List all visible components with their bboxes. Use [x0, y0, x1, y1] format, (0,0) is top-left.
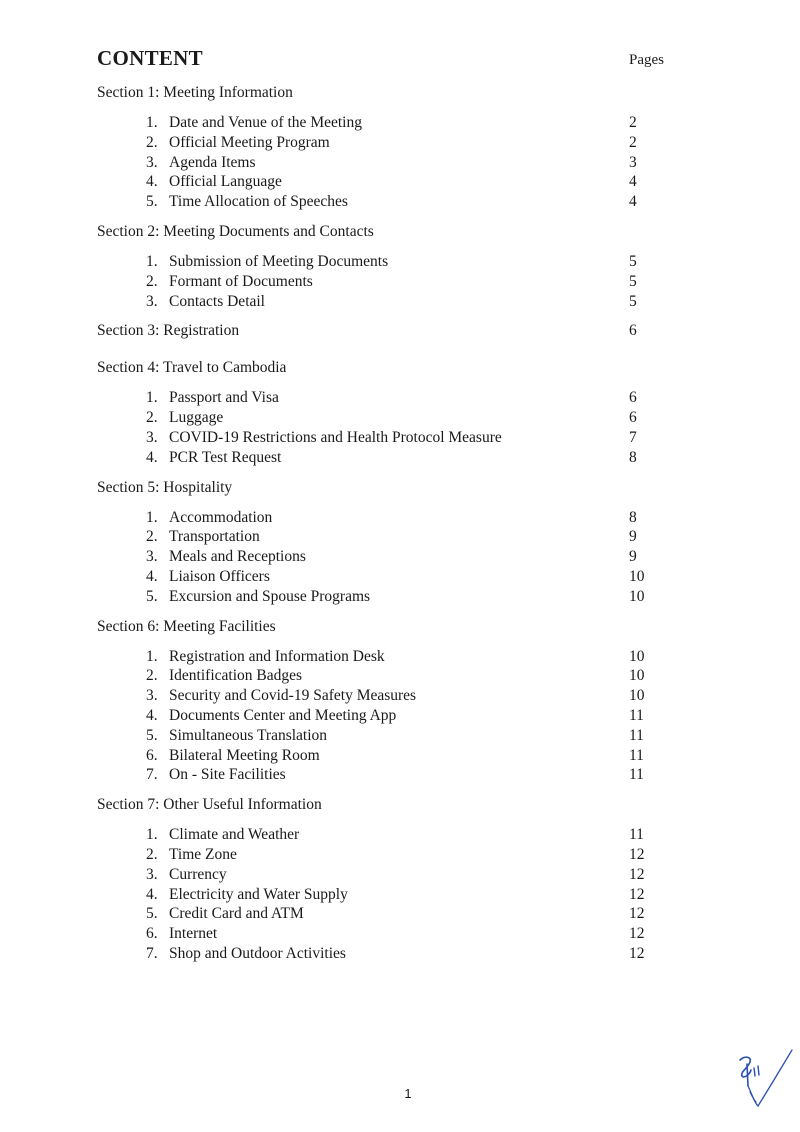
- item-title: Accommodation: [169, 508, 273, 526]
- item-number: 1.: [146, 114, 158, 131]
- item-number: 4.: [146, 885, 158, 903]
- item-title: Official Language: [169, 173, 282, 191]
- item-number: 2.: [146, 272, 158, 290]
- item-title: Official Meeting Program: [169, 133, 330, 151]
- item-page-number: 7: [629, 428, 637, 446]
- toc-section: [97, 478, 717, 617]
- list-item: [97, 153, 717, 173]
- item-number: 1.: [146, 647, 158, 665]
- list-item: [97, 944, 717, 964]
- item-number: 2.: [146, 845, 158, 863]
- item-title: Security and Covid-19 Safety Measures: [169, 687, 417, 705]
- item-number: 4.: [146, 567, 158, 585]
- list-item: [97, 865, 717, 885]
- section-heading-text: Section 2: Meeting Documents and Contacts: [97, 222, 374, 240]
- list-item: [97, 527, 717, 547]
- section-heading: [97, 358, 717, 377]
- item-title: Simultaneous Translation: [169, 726, 328, 744]
- list-item: [97, 686, 717, 706]
- item-title: Internet: [169, 925, 218, 943]
- item-page-number: 2: [629, 133, 637, 151]
- section-heading: [97, 222, 717, 241]
- item-number: 3.: [146, 153, 158, 171]
- item-number: 5.: [146, 726, 158, 744]
- list-item: [97, 885, 717, 905]
- footer-page-number: 1: [404, 1086, 412, 1101]
- list-item: [97, 113, 717, 133]
- item-page-number: 12: [629, 845, 645, 863]
- item-title: Contacts Detail: [169, 292, 265, 310]
- list-item: [97, 408, 717, 428]
- list-item: [97, 388, 717, 408]
- item-title: Electricity and Water Supply: [169, 885, 348, 903]
- item-title: Documents Center and Meeting App: [169, 706, 397, 724]
- list-item: [97, 765, 717, 785]
- item-page-number: 8: [629, 508, 637, 526]
- list-item: [97, 666, 717, 686]
- item-number: 2.: [146, 133, 158, 151]
- item-number: 1.: [146, 252, 158, 270]
- item-page-number: 11: [629, 766, 644, 784]
- section-item-list: [97, 388, 717, 467]
- item-title: COVID-19 Restrictions and Health Protocol Measure: [169, 428, 502, 446]
- section-heading-text: Section 1: Meeting Information: [97, 84, 293, 101]
- item-title: Formant of Documents: [169, 272, 313, 290]
- item-number: 7.: [146, 944, 158, 962]
- section-heading-text: Section 4: Travel to Cambodia: [97, 359, 287, 377]
- section-heading-text: Section 7: Other Useful Information: [97, 796, 322, 814]
- item-page-number: 11: [629, 706, 644, 724]
- item-page-number: 9: [629, 528, 637, 546]
- list-item: [97, 172, 717, 192]
- item-page-number: 8: [629, 448, 637, 466]
- item-page-number: 10: [629, 647, 645, 665]
- item-page-number: 12: [629, 944, 645, 962]
- list-item: [97, 904, 717, 924]
- list-item: [97, 547, 717, 567]
- item-title: Agenda Items: [169, 153, 256, 171]
- item-page-number: 10: [629, 687, 645, 705]
- toc-section: [97, 358, 717, 477]
- section-heading: [97, 795, 717, 814]
- page-title: CONTENT: [97, 46, 203, 70]
- list-item: [97, 746, 717, 766]
- item-number: 1.: [146, 826, 158, 844]
- item-title: Date and Venue of the Meeting: [169, 114, 362, 131]
- section-heading: [97, 83, 717, 102]
- item-number: 3.: [146, 687, 158, 705]
- item-title: On - Site Facilities: [169, 766, 286, 784]
- toc-section: [97, 222, 717, 321]
- item-number: 1.: [146, 389, 158, 407]
- item-title: Transportation: [169, 528, 260, 546]
- list-item: [97, 825, 717, 845]
- item-number: 4.: [146, 706, 158, 724]
- item-title: Liaison Officers: [169, 567, 270, 585]
- list-item: [97, 192, 717, 212]
- item-page-number: 12: [629, 925, 645, 943]
- item-title: Currency: [169, 865, 227, 883]
- toc-section: [97, 83, 717, 222]
- item-page-number: 3: [629, 153, 637, 171]
- toc-section: [97, 617, 717, 796]
- list-item: [97, 428, 717, 448]
- list-item: [97, 252, 717, 272]
- toc-section: [97, 321, 717, 358]
- list-item: [97, 448, 717, 468]
- item-number: 3.: [146, 865, 158, 883]
- list-item: [97, 726, 717, 746]
- item-title: Meals and Receptions: [169, 548, 306, 566]
- section-item-list: [97, 113, 717, 212]
- item-number: 5.: [146, 587, 158, 605]
- item-title: Shop and Outdoor Activities: [169, 944, 346, 962]
- section-heading-text: Section 5: Hospitality: [97, 478, 233, 496]
- item-number: 3.: [146, 428, 158, 446]
- section-item-list: [97, 252, 717, 311]
- item-page-number: 12: [629, 905, 645, 923]
- section-page-number: 6: [629, 322, 637, 340]
- section-heading: [97, 478, 717, 497]
- item-page-number: 6: [629, 409, 637, 427]
- item-title: Excursion and Spouse Programs: [169, 587, 371, 605]
- item-number: 2.: [146, 528, 158, 546]
- item-number: 3.: [146, 548, 158, 566]
- item-title: Bilateral Meeting Room: [169, 746, 320, 764]
- item-page-number: 9: [629, 548, 637, 566]
- section-heading-text: Section 6: Meeting Facilities: [97, 617, 276, 635]
- item-number: 2.: [146, 667, 158, 685]
- item-number: 6.: [146, 925, 158, 943]
- item-page-number: 12: [629, 865, 645, 883]
- list-item: [97, 587, 717, 607]
- item-number: 4.: [146, 448, 158, 466]
- handwritten-signature: [734, 1046, 796, 1110]
- item-page-number: 11: [629, 726, 644, 744]
- list-item: [97, 924, 717, 944]
- table-of-contents: [97, 83, 717, 974]
- section-heading: [97, 321, 717, 340]
- item-page-number: 5: [629, 272, 637, 290]
- item-title: PCR Test Request: [169, 448, 282, 466]
- item-title: Time Allocation of Speeches: [169, 193, 348, 211]
- list-item: [97, 567, 717, 587]
- section-item-list: [97, 647, 717, 786]
- item-title: Luggage: [169, 409, 224, 427]
- list-item: [97, 647, 717, 667]
- item-title: Passport and Visa: [169, 389, 279, 407]
- item-number: 4.: [146, 173, 158, 191]
- item-page-number: 5: [629, 292, 637, 310]
- item-number: 5.: [146, 905, 158, 923]
- item-title: Time Zone: [169, 845, 237, 863]
- item-number: 7.: [146, 766, 158, 784]
- section-heading-text: Section 3: Registration: [97, 322, 240, 340]
- item-title: Credit Card and ATM: [169, 905, 304, 923]
- item-page-number: 10: [629, 667, 645, 685]
- item-number: 2.: [146, 409, 158, 427]
- toc-section: [97, 795, 717, 974]
- item-number: 3.: [146, 292, 158, 310]
- list-item: [97, 133, 717, 153]
- item-page-number: 4: [629, 193, 637, 211]
- list-item: [97, 272, 717, 292]
- item-page-number: 11: [629, 746, 644, 764]
- item-number: 1.: [146, 508, 158, 526]
- item-number: 6.: [146, 746, 158, 764]
- section-item-list: [97, 508, 717, 607]
- item-page-number: 12: [629, 885, 645, 903]
- list-item: [97, 845, 717, 865]
- list-item: [97, 508, 717, 528]
- section-heading: [97, 617, 717, 636]
- item-title: Submission of Meeting Documents: [169, 252, 389, 270]
- item-page-number: 6: [629, 389, 637, 407]
- item-title: Registration and Information Desk: [169, 647, 385, 665]
- item-page-number: 10: [629, 567, 645, 585]
- item-page-number: 10: [629, 587, 645, 605]
- item-number: 5.: [146, 193, 158, 211]
- list-item: [97, 706, 717, 726]
- item-page-number: 4: [629, 173, 637, 191]
- list-item: [97, 292, 717, 312]
- item-page-number: 5: [629, 252, 637, 270]
- item-title: Climate and Weather: [169, 826, 300, 844]
- section-item-list: [97, 825, 717, 964]
- item-page-number: 11: [629, 826, 644, 844]
- item-page-number: 2: [629, 114, 637, 131]
- item-title: Identification Badges: [169, 667, 302, 685]
- pages-column-label: Pages: [629, 52, 664, 68]
